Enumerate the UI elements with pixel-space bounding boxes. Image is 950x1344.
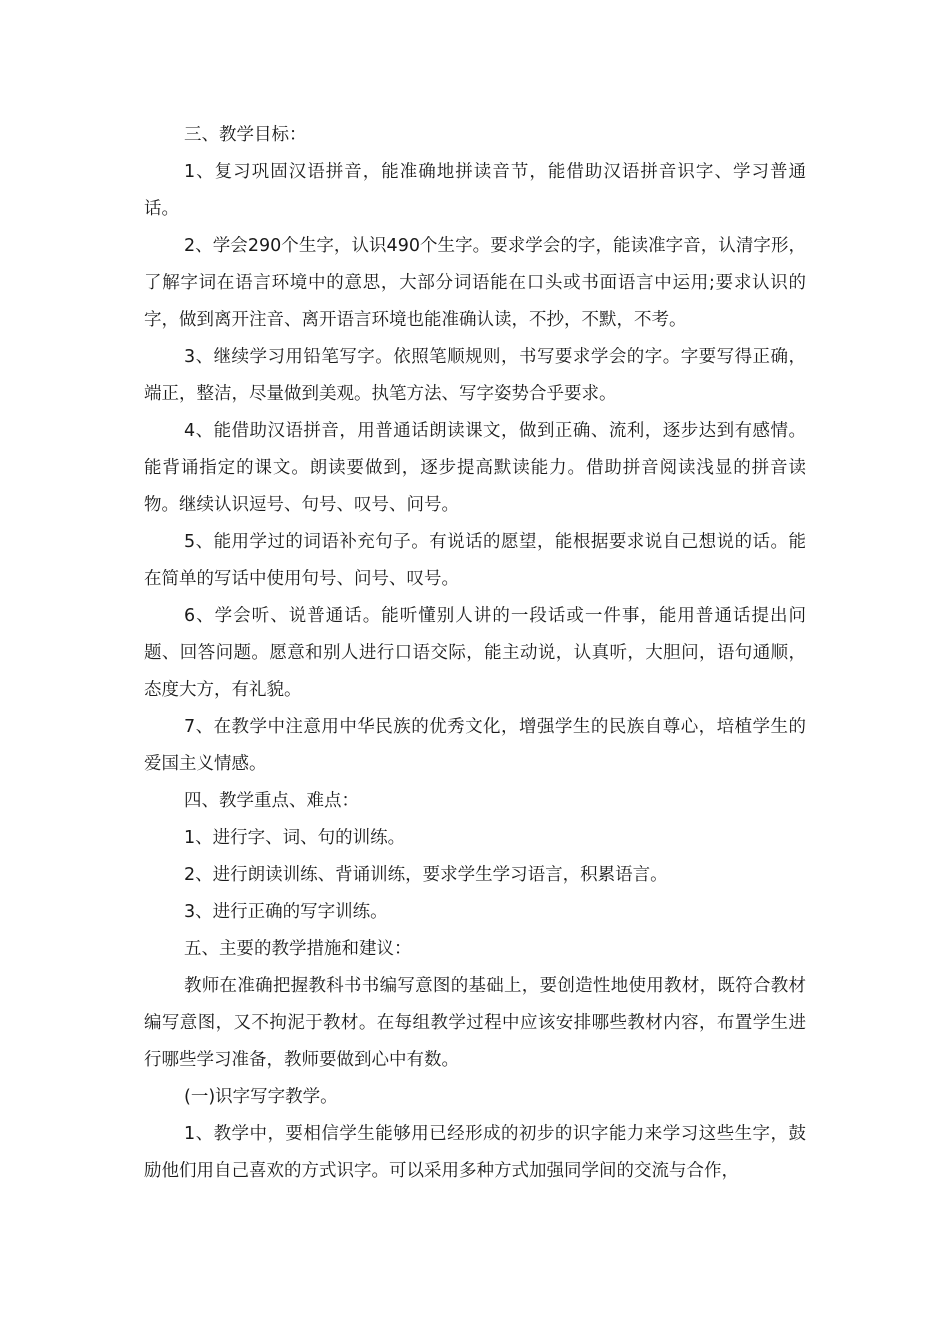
section-heading-key-points: 四、教学重点、难点： bbox=[184, 791, 359, 811]
key-point-paragraph: 3、进行正确的写字训练。 bbox=[184, 902, 388, 922]
objective-paragraph: 6、学会听、说普通话。能听懂别人讲的一段话或一件事，能用普通话提出问题、回答问题。愿意和别人进行口语交际，能主动说，认真听，大胆问，语句通顺，态度大方，有礼貌。 bbox=[144, 606, 806, 700]
objective-paragraph: 7、在教学中注意用中华民族的优秀文化，增强学生的民族自尊心，培植学生的爱国主义情感。 bbox=[144, 717, 806, 774]
objective-paragraph: 2、学会290个生字，认识490个生字。要求学会的字，能读准字音，认清字形，了解字词在语言环境中的意思，大部分词语能在口头或书面语言中运用;要求认识的字，做到离开注音、离开语言环境也能准确认读，不抄，不默，不考。 bbox=[144, 236, 806, 330]
key-point-paragraph: 1、进行字、词、句的训练。 bbox=[184, 828, 406, 848]
measures-paragraph: 教师在准确把握教科书书编写意图的基础上，要创造性地使用教材，既符合教材编写意图，又不拘泥于教材。在每组教学过程中应该安排哪些教材内容，布置学生进行哪些学习准备，教师要做到心中有数。 bbox=[144, 976, 806, 1070]
section-heading-measures: 五、主要的教学措施和建议： bbox=[184, 939, 412, 959]
literacy-paragraph: 1、教学中，要相信学生能够用已经形成的初步的识字能力来学习这些生字，鼓励他们用自己喜欢的方式识字。可以采用多种方式加强同学间的交流与合作， bbox=[144, 1124, 806, 1181]
key-point-paragraph: 2、进行朗读训练、背诵训练，要求学生学习语言，积累语言。 bbox=[184, 865, 668, 885]
section-heading-objectives: 三、教学目标： bbox=[184, 125, 307, 145]
objective-paragraph: 4、能借助汉语拼音，用普通话朗读课文，做到正确、流利，逐步达到有感情。能背诵指定的课文。朗读要做到，逐步提高默读能力。借助拼音阅读浅显的拼音读物。继续认识逗号、句号、叹号、问号。 bbox=[144, 421, 806, 515]
subsection-heading-literacy: (一)识字写字教学。 bbox=[184, 1087, 338, 1107]
objective-paragraph: 1、复习巩固汉语拼音，能准确地拼读音节，能借助汉语拼音识字、学习普通话。 bbox=[144, 162, 806, 219]
document-body bbox=[144, 117, 806, 1190]
objective-paragraph: 3、继续学习用铅笔写字。依照笔顺规则，书写要求学会的字。字要写得正确，端正，整洁，尽量做到美观。执笔方法、写字姿势合乎要求。 bbox=[144, 347, 806, 404]
objective-paragraph: 5、能用学过的词语补充句子。有说话的愿望，能根据要求说自己想说的话。能在简单的写话中使用句号、问号、叹号。 bbox=[144, 532, 806, 589]
